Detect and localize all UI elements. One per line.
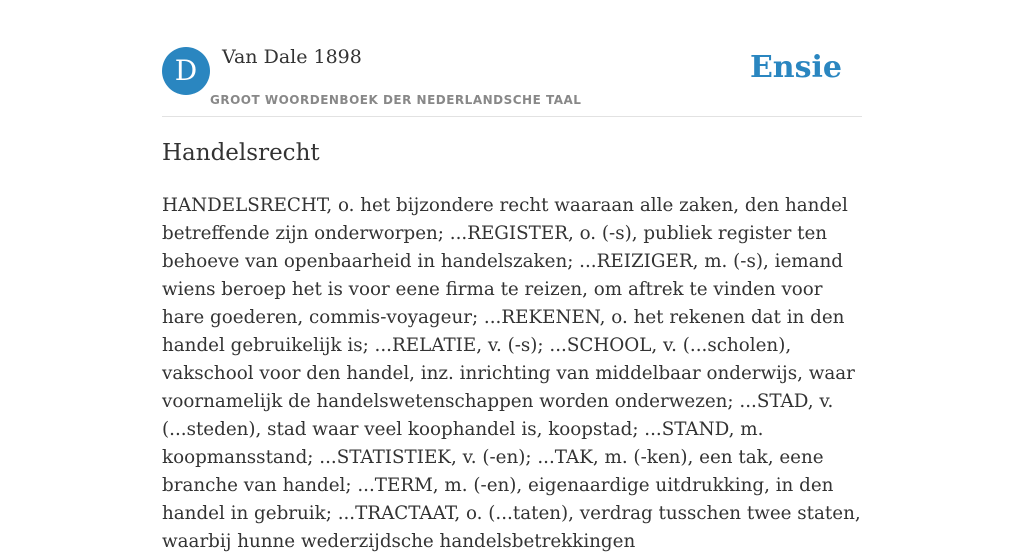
site-header (162, 46, 862, 117)
dictionary-logo-letter: D (174, 54, 198, 87)
dictionary-logo[interactable] (162, 47, 210, 95)
entry-title: Handelsrecht (162, 140, 320, 166)
dictionary-subtitle: GROOT WOORDENBOEK DER NEDERLANDSCHE TAAL (210, 93, 582, 107)
entry-definition: HANDELSRECHT, o. het bijzondere recht waaraan alle zaken, den handel betreffende zijn onderworpen; ...REGISTER, o. (-s), publiek register ten behoeve van openbaarheid in handelszaken; ...REIZIGER, m. (-s), iemand wiens beroep het is voor eene firma te reizen, om aftrek te vinden voor hare goederen, commis-voyageur; ...REKENEN, o. het rekenen dat in den handel gebruikelijk is; ...RELATIE, v. (-s); ...SCHOOL, v. (...scholen), vakschool voor den handel, inz. inrichting van middelbaar onderwijs, waar voornamelijk de handelswetenschappen worden onderwezen; ...STAD, v. (...steden), stad waar veel koophandel is, koopstad; ...STAND, m. koopmansstand; ...STATISTIEK, v. (-en); ...TAK, m. (-ken), een tak, eene branche van handel; ...TERM, m. (-en), eigenaardige uitdrukking, in den handel in gebruik; ...TRACTAAT, o. (...taten), verdrag tusschen twee staten, waarbij hunne wederzijdsche handelsbetrekkingen (162, 195, 861, 552)
dictionary-title[interactable]: Van Dale 1898 (222, 46, 362, 68)
ensie-logo-link[interactable]: Ensie (749, 50, 842, 85)
